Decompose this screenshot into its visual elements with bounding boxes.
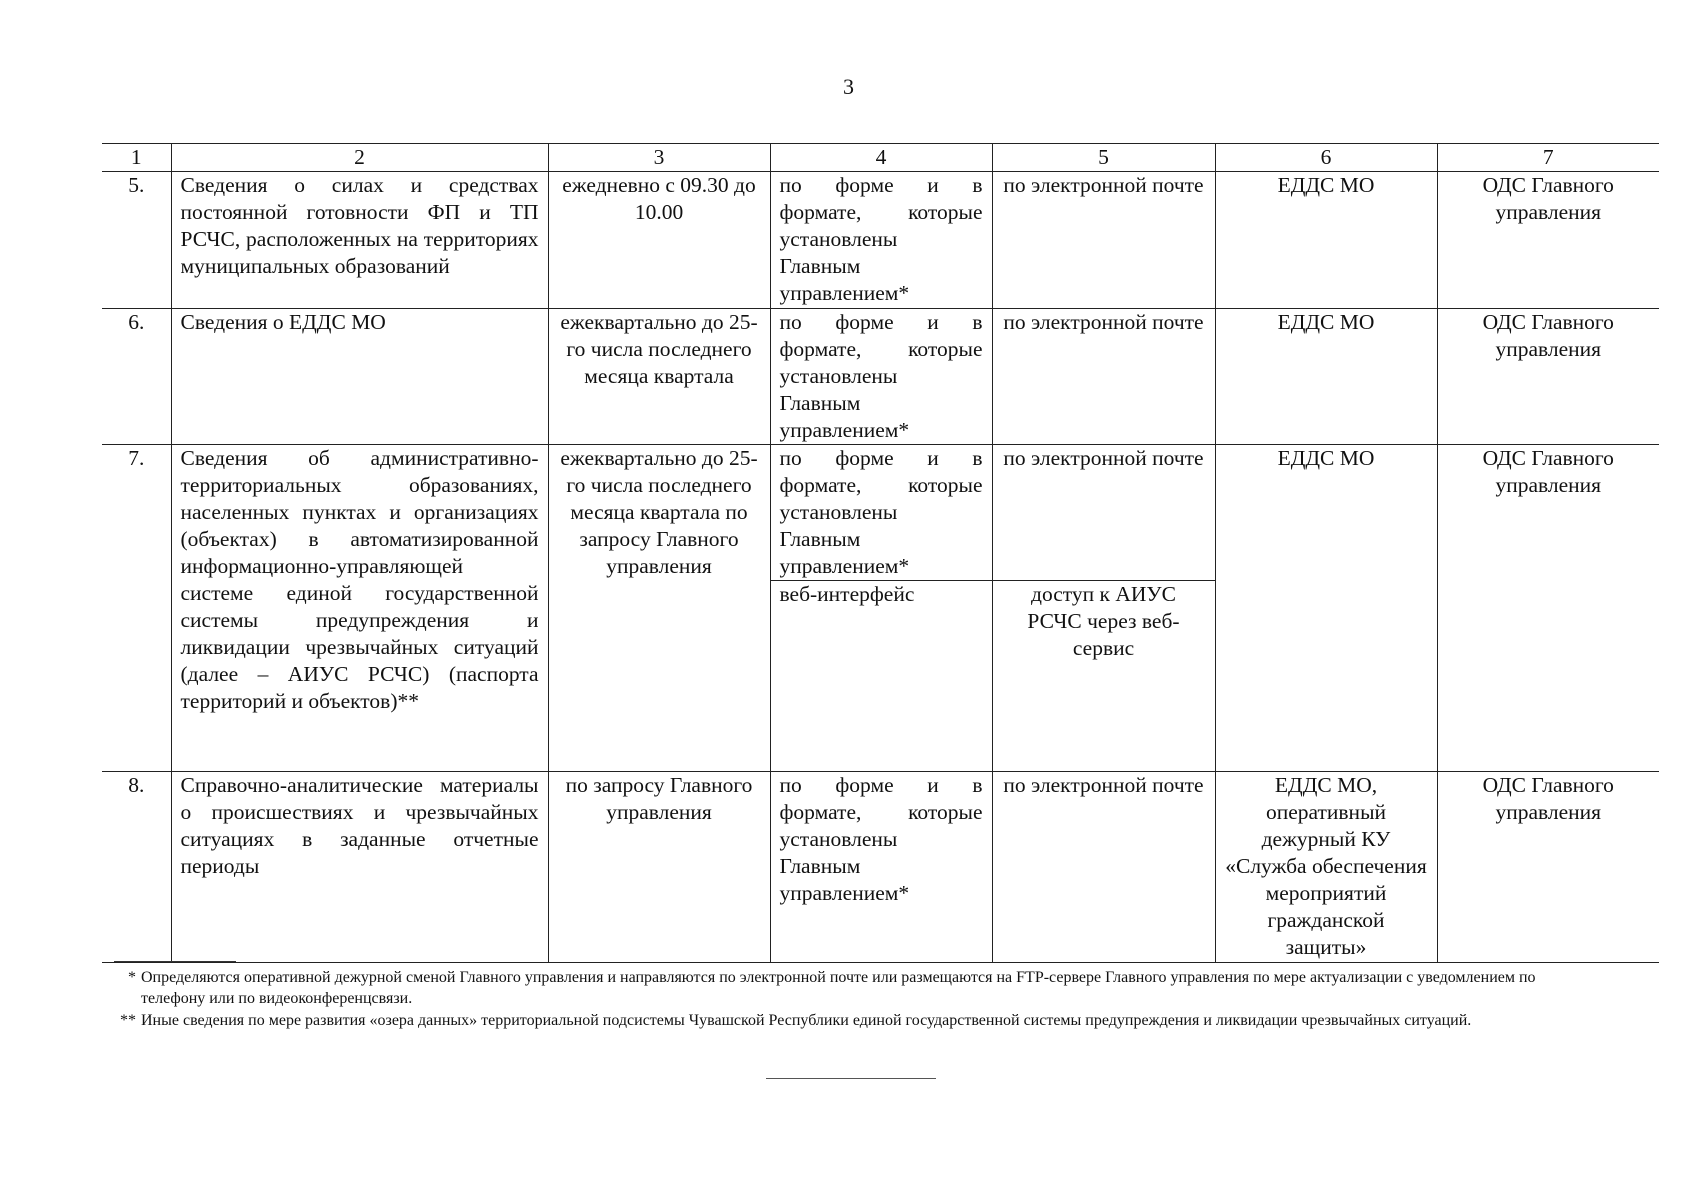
method-cell: по электронной почте: [992, 172, 1215, 309]
table-row: [102, 309, 1659, 445]
form-cell: по форме и в формате, которые установлены Главным управлением*: [770, 309, 992, 445]
footnote-text: Определяются оперативной дежурной сменой Главного управления и направляются по электронной почте или размещаются на FTP-сервере Главного управления по мере актуализации с уведомлением по телефону или по видеоконференцсвязи.: [141, 969, 1536, 1007]
source-cell: ЕДДС МО: [1215, 445, 1437, 772]
footnote-mark: *: [128, 969, 136, 986]
footnote: [108, 1010, 1598, 1031]
row-number: 8.: [102, 772, 171, 963]
recipient-cell: ОДС Главного управления: [1437, 309, 1659, 445]
info-cell: Сведения об административно-территориальных образованиях, населенных пунктах и организациях (объектах) в автоматизированной информационно-управляющей системе единой государственной системы предупреждения и ликвидации чрезвычайных ситуаций (далее – АИУС РСЧС) (паспорта территорий и объектов)**: [171, 445, 548, 772]
method-cell-web: доступ к АИУС РСЧС через веб-сервис: [992, 581, 1215, 772]
period-cell: ежеквартально до 25-го числа последнего месяца квартала по запросу Главного управления: [548, 445, 770, 772]
table-header-row: [102, 144, 1659, 172]
row-number: 7.: [102, 445, 171, 772]
form-cell-web: веб-интерфейс: [770, 581, 992, 772]
footnotes: [108, 967, 1598, 1032]
form-cell: по форме и в формате, которые установлены Главным управлением*: [770, 772, 992, 963]
end-of-document-line: [766, 1078, 936, 1079]
method-cell: по электронной почте: [992, 772, 1215, 963]
table-row: [102, 772, 1659, 963]
form-cell: по форме и в формате, которые установлены Главным управлением*: [770, 445, 992, 581]
row-number: 6.: [102, 309, 171, 445]
footnote-mark: **: [120, 1012, 136, 1029]
table-row: [102, 445, 1659, 581]
source-cell: ЕДДС МО: [1215, 309, 1437, 445]
footnote-text: Иные сведения по мере развития «озера данных» территориальной подсистемы Чувашской Республики единой государственной системы предупреждения и ликвидации чрезвычайных ситуаций.: [141, 1012, 1472, 1029]
column-header: 6: [1215, 144, 1437, 172]
footnote: [108, 967, 1598, 1009]
reporting-table: [102, 143, 1659, 963]
source-cell: ЕДДС МО: [1215, 172, 1437, 309]
recipient-cell: ОДС Главного управления: [1437, 445, 1659, 772]
row-number: 5.: [102, 172, 171, 309]
column-header: 1: [102, 144, 171, 172]
footnote-separator: [114, 961, 236, 962]
source-cell: ЕДДС МО, оперативный дежурный КУ «Служба обеспечения мероприятий гражданской защиты»: [1215, 772, 1437, 963]
column-header: 4: [770, 144, 992, 172]
page-number: 3: [843, 74, 854, 99]
recipient-cell: ОДС Главного управления: [1437, 172, 1659, 309]
info-cell: Справочно-аналитические материалы о происшествиях и чрезвычайных ситуациях в заданные отчетные периоды: [171, 772, 548, 963]
period-cell: ежедневно с 09.30 до 10.00: [548, 172, 770, 309]
info-cell: Сведения о силах и средствах постоянной готовности ФП и ТП РСЧС, расположенных на территориях муниципальных образований: [171, 172, 548, 309]
method-cell: по электронной почте: [992, 309, 1215, 445]
column-header: 7: [1437, 144, 1659, 172]
form-cell: по форме и в формате, которые установлены Главным управлением*: [770, 172, 992, 309]
info-cell: Сведения о ЕДДС МО: [171, 309, 548, 445]
method-cell: по электронной почте: [992, 445, 1215, 581]
period-cell: ежеквартально до 25-го числа последнего месяца квартала: [548, 309, 770, 445]
column-header: 2: [171, 144, 548, 172]
column-header: 5: [992, 144, 1215, 172]
period-cell: по запросу Главного управления: [548, 772, 770, 963]
column-header: 3: [548, 144, 770, 172]
recipient-cell: ОДС Главного управления: [1437, 772, 1659, 963]
table-row: [102, 172, 1659, 309]
